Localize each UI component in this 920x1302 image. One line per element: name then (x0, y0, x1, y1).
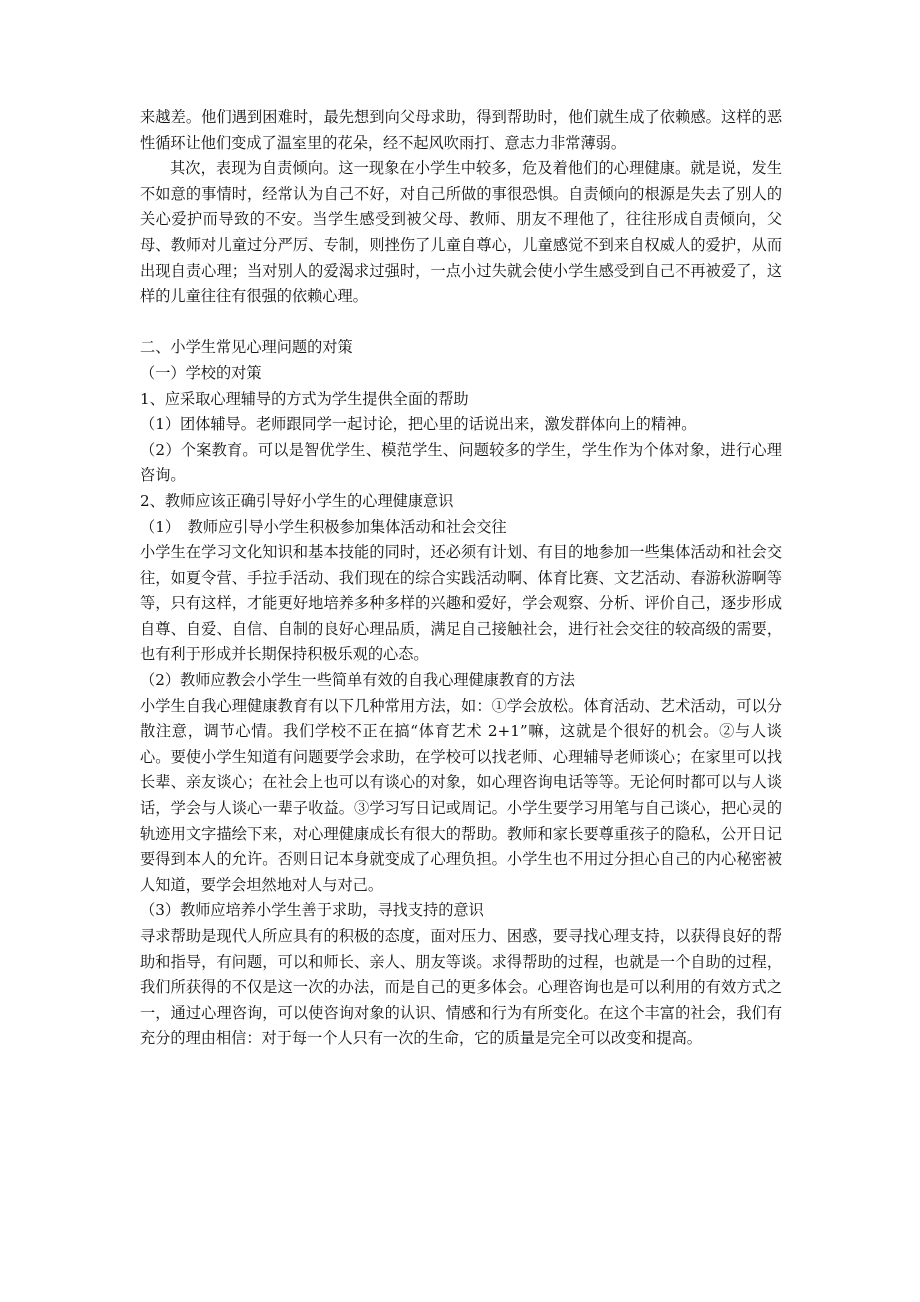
list-subitem: （1）团体辅导。老师跟同学一起讨论，把心里的话说出来，激发群体向上的精神。 (140, 415, 697, 434)
list-subitem: （2）个案教育。可以是智优学生、模范学生、问题较多的学生，学生作为个体对象，进行心理咨询。 (140, 440, 782, 485)
body-paragraph: 小学生自我心理健康教育有以下几种常用方法，如：①学会放松。体育活动、艺术活动，可以分散注意，调节心情。我们学校不正在搞“体育艺术 2+1”嘛，这就是个很好的机会。②与人谈心。要使小学生知道有问题要学会求助，在学校可以找老师、心理辅导老师谈心；在家里可以找长辈、亲友谈心；在社会上也可以有谈心的对象，如心理咨询电话等等。无论何时都可以与人谈话，学会与人谈心一辈子收益。③学习写日记或周记。小学生要学习用笔与自己谈心，把心灵的轨迹用文字描绘下来，对心理健康成长有很大的帮助。教师和家长要尊重孩子的隐私，公开日记要得到本人的允许。否则日记本身就变成了心理负担。小学生也不用过分担心自己的内心秘密被人知道，要学会坦然地对人与对己。 (140, 696, 782, 894)
list-item-heading: 2、教师应该正确引导好小学生的心理健康意识 (140, 491, 454, 510)
body-paragraph: 寻求帮助是现代人所应具有的积极的态度，面对压力、困惑，要寻找心理支持，以获得良好的帮助和指导，有问题，可以和师长、亲人、朋友等谈。求得帮助的过程，也就是一个自助的过程，我们所获得的不仅是这一次的办法，而是自己的更多体会。心理咨询也是可以利用的有效方式之一，通过心理咨询，可以使咨询对象的认识、情感和行为有所变化。在这个丰富的社会，我们有充分的理由相信：对于每一个人只有一次的生命，它的质量是完全可以改变和提高。 (140, 927, 782, 1048)
list-item-heading: 1、应采取心理辅导的方式为学生提供全面的帮助 (140, 389, 469, 408)
list-subitem: （1） 教师应引导小学生积极参加集体活动和社会交往 (140, 517, 507, 536)
document-body (140, 105, 782, 1052)
section-heading: 二、小学生常见心理问题的对策 (140, 338, 353, 357)
body-paragraph: 小学生在学习文化知识和基本技能的同时，还必须有计划、有目的地参加一些集体活动和社会交往，如夏令营、手拉手活动、我们现在的综合实践活动啊、体育比赛、文艺活动、春游秋游啊等等，只有这样，才能更好地培养多种多样的兴趣和爱好，学会观察、分析、评价自己，逐步形成自尊、自爱、自信、自制的良好心理品质，满足自己接触社会，进行社会交往的较高级的需要，也有利于形成并长期保持积极乐观的心态。 (140, 543, 782, 664)
list-subitem: （2）教师应教会小学生一些简单有效的自我心理健康教育的方法 (140, 671, 575, 690)
paragraph-continuation: 来越差。他们遇到困难时，最先想到向父母求助，得到帮助时，他们就生成了依赖感。这样的恶性循环让他们变成了温室里的花朵，经不起风吹雨打、意志力非常薄弱。 (140, 108, 782, 152)
subsection-heading: （一）学校的对策 (140, 363, 262, 382)
blank-line (140, 310, 782, 336)
list-subitem: （3）教师应培养小学生善于求助，寻找支持的意识 (140, 901, 484, 920)
paragraph-self-blame: 其次，表现为自责倾向。这一现象在小学生中较多，危及着他们的心理健康。就是说，发生不如意的事情时，经常认为自己不好，对自己所做的事很恐惧。自责倾向的根源是失去了别人的关心爱护而导致的不安。当学生感受到被父母、教师、朋友不理他了，往往形成自责倾向，父母、教师对儿童过分严厉、专制，则挫伤了儿童自尊心，儿童感觉不到来自权威人的爱护，从而出现自责心理；当对别人的爱渴求过强时，一点小过失就会使小学生感受到自己不再被爱了，这样的儿童往往有很强的依赖心理。 (140, 159, 782, 306)
